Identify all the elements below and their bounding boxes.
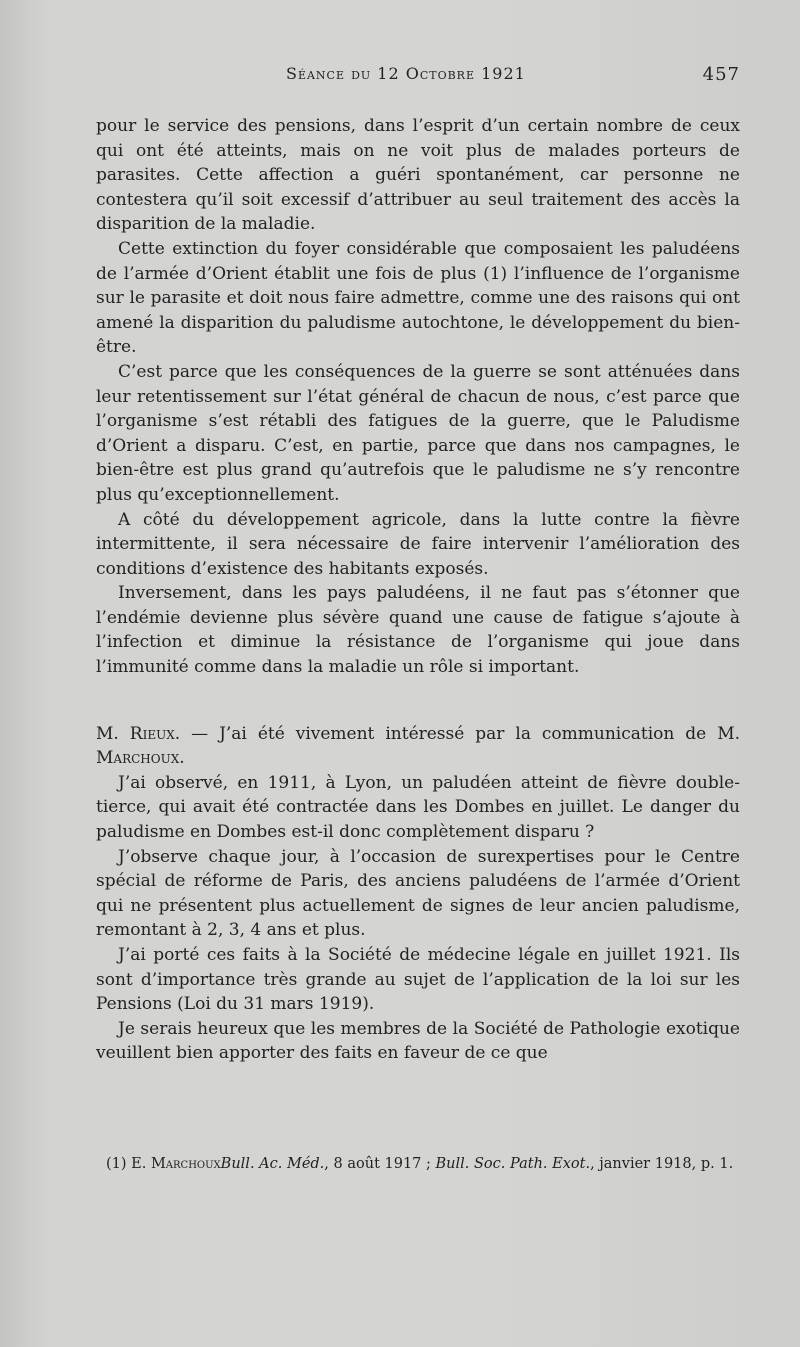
speaker-prefix: M. bbox=[96, 723, 119, 744]
speaker-name: Rieux bbox=[129, 723, 175, 744]
footnote-date-2: , janvier 1918, p. 1. bbox=[590, 1156, 734, 1172]
paragraph: J’ai observé, en 1911, à Lyon, un paludéen atteint de fièvre double-tierce, qui avait été contractée dans les Dombes en juillet. Le danger du paludisme en Dombes est-il donc complètement disparu ? bbox=[96, 772, 740, 843]
rieux-intervention bbox=[96, 722, 740, 771]
footnote-author: Marchoux bbox=[150, 1156, 221, 1172]
running-header bbox=[96, 64, 740, 88]
footnote-text bbox=[96, 1153, 740, 1175]
paragraph: A côté du développement agricole, dans la lutte contre la fièvre intermittente, il sera nécessaire de faire intervenir l’amélioration des conditions d’existence des habitants exposés. bbox=[96, 509, 740, 579]
cited-name: Marchoux bbox=[96, 748, 180, 769]
footnote-journal-2: Bull. Soc. Path. Exot. bbox=[435, 1156, 591, 1172]
footnote-journal-1: Bull. Ac. Méd. bbox=[220, 1156, 325, 1172]
intervention-opening: . — J’ai été vivement intéressé par la communication de M. bbox=[174, 723, 741, 744]
paragraph: pour le service des pensions, dans l’esprit d’un certain nombre de ceux qui ont été atteints, mais on ne voit plus de malades porteurs de parasites. Cette affection a guéri spontanément, car personne ne contestera qu’il soit excessif d’attribuer au seul traitement des accès la disparition de la maladie. bbox=[96, 116, 740, 235]
paragraph: J’observe chaque jour, à l’occasion de surexpertises pour le Centre spécial de réforme de Paris, des anciens paludéens de l’armée d’Orient qui ne présentent plus actuellement de signes de leur ancien paludisme, remontant à 2, 3, 4 ans et plus. bbox=[96, 846, 740, 941]
page-number: 457 bbox=[702, 64, 740, 85]
footnote-date-1: , 8 août 1917 ; bbox=[324, 1156, 431, 1172]
paragraph: Inversement, dans les pays paludéens, il ne faut pas s’étonner que l’endémie devienne plus sévère quand une cause de fatigue s’ajoute à l’infection et diminue la résistance de l’organisme qui joue dans l’immunité comme dans la maladie un rôle si important. bbox=[96, 583, 740, 678]
paragraph: J’ai porté ces faits à la Société de médecine légale en juillet 1921. Ils sont d’importance très grande au sujet de l’application de la loi sur les Pensions (Loi du 31 mars 1919). bbox=[96, 945, 740, 1015]
footnote bbox=[96, 1153, 740, 1175]
main-text bbox=[96, 114, 740, 1066]
footnote-mark: (1) E. bbox=[106, 1156, 147, 1172]
running-title: Séance du 12 Octobre 1921 bbox=[286, 64, 526, 83]
paragraph: Cette extinction du foyer considérable que composaient les paludéens de l’armée d’Orient établit une fois de plus (1) l’influence de l’organisme sur le parasite et doit nous faire admettre, comme une des raisons qui ont amené la disparition du paludisme autochtone, le développement du bien-être. bbox=[96, 238, 740, 358]
paragraph: Je serais heureux que les membres de la Société de Pathologie exotique veuillent bien apporter des faits en faveur de ce que bbox=[96, 1018, 740, 1064]
paragraph: C’est parce que les conséquences de la guerre se sont atténuées dans leur retentissement sur l’état général de chacun de nous, c’est parce que l’organisme s’est rétabli des fatigues de la guerre, que le Paludisme d’Orient a disparu. C’est, en partie, parce que dans nos campagnes, le bien-être est plus grand qu’autrefois que le paludisme ne s’y rencontre plus qu’exceptionnellement. bbox=[96, 361, 740, 505]
intervention-end: . bbox=[179, 748, 185, 769]
